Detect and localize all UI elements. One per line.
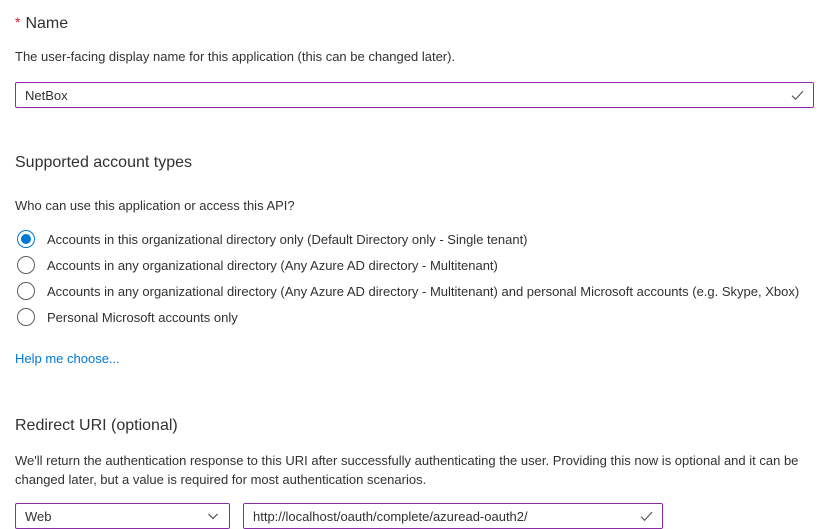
required-asterisk: * <box>15 14 21 30</box>
name-input-container <box>15 82 814 108</box>
radio-button-icon[interactable] <box>17 308 35 326</box>
platform-select[interactable] <box>15 503 230 529</box>
radio-button-icon[interactable] <box>17 282 35 300</box>
redirect-uri-description: We'll return the authentication response to this URI after successfully authenticating the user. Providing this now is optional and it can be changed later, but a value is required for most authentication scenarios. <box>15 453 799 487</box>
help-me-choose-link[interactable]: Help me choose... <box>15 351 120 366</box>
radio-option-personal-only[interactable] <box>15 304 814 330</box>
radio-button-icon[interactable] <box>17 230 35 248</box>
account-types-heading: Supported account types <box>15 154 193 171</box>
platform-select-value: Web <box>25 508 52 524</box>
radio-option-label: Accounts in any organizational directory (Any Azure AD directory - Multitenant) <box>47 257 498 273</box>
name-section-heading <box>15 12 814 34</box>
radio-option-multitenant[interactable] <box>15 252 814 278</box>
radio-option-label: Personal Microsoft accounts only <box>47 309 238 325</box>
name-heading-label: Name <box>25 15 69 32</box>
radio-button-icon[interactable] <box>17 256 35 274</box>
account-types-question: Who can use this application or access this API? <box>15 198 295 213</box>
chevron-down-icon <box>206 509 220 523</box>
name-description: The user-facing display name for this application (this can be changed later). <box>15 49 456 64</box>
name-input[interactable] <box>16 83 813 107</box>
redirect-uri-input-container <box>243 503 663 529</box>
checkmark-icon <box>790 88 805 103</box>
radio-option-label: Accounts in this organizational directory only (Default Directory only - Single tenant) <box>47 231 528 247</box>
redirect-uri-row <box>15 503 814 529</box>
checkmark-icon <box>639 509 654 524</box>
radio-option-label: Accounts in any organizational directory (Any Azure AD directory - Multitenant) and personal Microsoft accounts (e.g. Skype, Xbox) <box>47 283 800 299</box>
redirect-uri-heading: Redirect URI (optional) <box>15 417 178 434</box>
redirect-uri-input[interactable] <box>244 504 662 528</box>
radio-option-single-tenant[interactable] <box>15 226 814 252</box>
account-types-radio-group <box>15 226 814 330</box>
radio-option-multitenant-personal[interactable] <box>15 278 814 304</box>
